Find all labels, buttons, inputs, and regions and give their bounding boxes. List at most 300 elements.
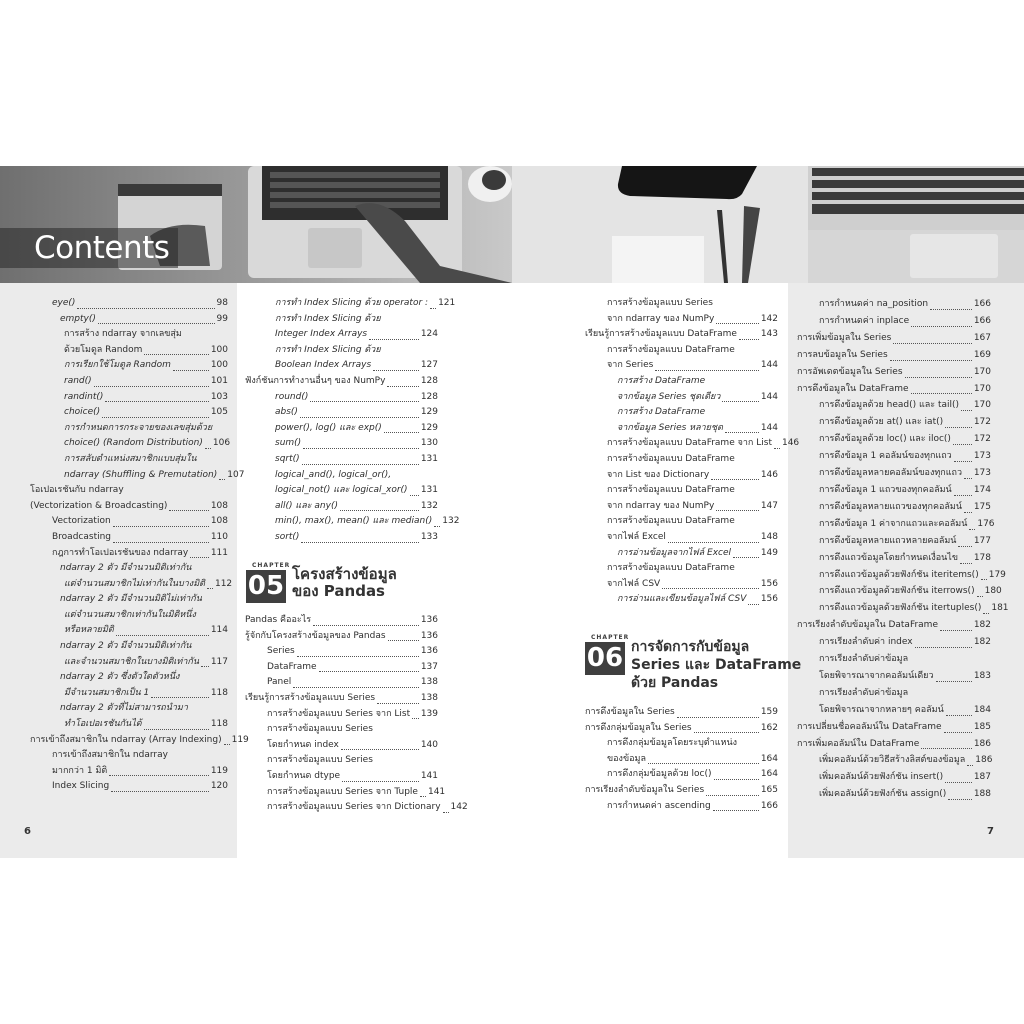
dot-leader — [722, 401, 758, 402]
toc-entry — [30, 374, 228, 390]
toc-entry-page: 107 — [227, 469, 245, 480]
toc-entry — [797, 600, 1009, 617]
toc-entry-title: Vectorization — [52, 516, 111, 527]
toc-column-2-bottom — [245, 613, 468, 816]
toc-entry-page: 121 — [438, 298, 456, 308]
toc-entry-page: 114 — [210, 625, 228, 636]
toc-entry — [30, 530, 228, 546]
toc-entry-page: 159 — [760, 707, 778, 717]
toc-entry-page: 184 — [973, 704, 991, 715]
chapter-title-line3: ด้วย Pandas — [631, 675, 719, 691]
toc-entry — [797, 617, 991, 634]
toc-entry — [245, 436, 438, 452]
toc-entry-page: 166 — [973, 299, 991, 309]
dot-leader — [151, 697, 209, 698]
toc-entry-title: ฟังก์ชันการทำงานอื่นๆ ของ NumPy — [245, 375, 386, 386]
toc-entry-title: การสร้างข้อมูลแบบ Series — [267, 755, 373, 766]
toc-entry — [30, 343, 228, 359]
toc-entry-title: จาก ndarray ของ NumPy — [607, 313, 715, 324]
toc-entry-title: การสร้างข้อมูลแบบ Series — [267, 724, 373, 735]
toc-entry-title: sum() — [275, 438, 302, 449]
toc-entry — [797, 431, 991, 448]
dot-leader — [948, 799, 972, 800]
dot-leader — [412, 718, 419, 719]
toc-entry — [30, 327, 228, 343]
toc-entry-page: 136 — [420, 630, 438, 641]
toc-entry — [245, 514, 460, 530]
dot-leader — [964, 478, 972, 479]
toc-entry-title: logical_not() และ logical_xor() — [275, 485, 408, 496]
toc-entry — [585, 312, 778, 328]
toc-entry — [245, 530, 438, 546]
dot-leader — [420, 796, 426, 797]
toc-entry-page: 110 — [210, 531, 228, 542]
toc-entry — [30, 670, 228, 686]
toc-entry — [797, 448, 991, 465]
toc-entry-title: Boolean Index Arrays — [275, 360, 372, 371]
toc-entry-title: จาก ndarray ของ NumPy — [607, 500, 715, 511]
toc-entry-title: โอเปอเรชันกับ ndarray — [30, 485, 124, 496]
toc-entry-page: 173 — [973, 451, 991, 462]
dot-leader — [655, 370, 758, 371]
toc-entry-page: 164 — [760, 769, 778, 780]
toc-entry — [30, 390, 228, 406]
toc-entry-title: การอ่านและเขียนข้อมูลไฟล์ CSV — [617, 594, 747, 605]
toc-column-1 — [30, 296, 249, 795]
toc-entry — [797, 313, 991, 330]
toc-entry — [585, 705, 778, 721]
dot-leader — [983, 613, 989, 614]
toc-entry — [30, 748, 228, 764]
toc-entry — [30, 561, 228, 577]
toc-entry — [30, 499, 228, 515]
toc-entry — [245, 629, 438, 645]
toc-entry-page: 169 — [973, 349, 991, 360]
toc-entry — [245, 296, 456, 312]
toc-entry — [585, 592, 778, 608]
toc-entry — [797, 296, 991, 313]
dot-leader — [958, 546, 971, 547]
toc-entry — [797, 516, 995, 533]
toc-entry-page: 140 — [420, 739, 438, 750]
dot-leader — [102, 417, 209, 418]
toc-entry — [585, 530, 778, 546]
dot-leader — [716, 510, 759, 511]
toc-entry-title: Integer Index Arrays — [275, 329, 368, 340]
toc-entry — [30, 592, 228, 608]
chapter-title — [631, 638, 801, 692]
toc-entry-page: 173 — [973, 468, 991, 479]
toc-entry-title: การดึงข้อมูล 1 ค่าจากแถวและคอลัมน์ — [819, 518, 968, 529]
toc-entry-title: การสร้างข้อมูลแบบ Series — [607, 298, 713, 308]
toc-entry-title: การสร้าง DataFrame — [617, 375, 706, 386]
dot-leader — [388, 640, 419, 641]
toc-entry-title: ndarray 2 ตัว มีจำนวนมิติเท่ากัน — [60, 563, 192, 574]
dot-leader — [293, 687, 419, 688]
toc-entry-page: 137 — [420, 661, 438, 672]
toc-entry — [797, 381, 991, 398]
toc-entry-page: 131 — [420, 453, 438, 464]
toc-entry-page: 119 — [231, 734, 249, 745]
dot-leader — [111, 791, 209, 792]
toc-entry-page: 128 — [420, 391, 438, 402]
toc-entry-title: การดึงข้อมูลใน DataFrame — [797, 383, 909, 394]
toc-entry-page: 179 — [988, 569, 1006, 580]
toc-entry-title: โดยพิจารณาจากหลายๆ คอลัมน์ — [819, 704, 944, 715]
toc-entry — [245, 452, 438, 468]
toc-entry-page: 133 — [420, 531, 438, 542]
toc-column-2-top — [245, 296, 460, 546]
toc-entry-title: การสร้างข้อมูลแบบ Series จาก List — [267, 708, 411, 719]
toc-entry-page: 147 — [760, 500, 778, 511]
toc-entry-title: การดึงข้อมูลใน Series — [585, 707, 675, 717]
dot-leader — [434, 526, 440, 527]
toc-entry — [585, 374, 778, 390]
dot-leader — [954, 495, 972, 496]
toc-entry — [797, 414, 991, 431]
dot-leader — [387, 386, 418, 387]
toc-entry-page: 148 — [760, 531, 778, 542]
toc-entry-page: 128 — [420, 375, 438, 386]
toc-entry — [30, 577, 233, 593]
dot-leader — [713, 810, 759, 811]
toc-entry — [30, 546, 228, 562]
toc-entry — [245, 722, 438, 738]
toc-entry-title: การเรียงลำดับค่าข้อมูล — [819, 687, 909, 698]
toc-entry — [585, 452, 778, 468]
toc-entry-title: การดึงข้อมูลด้วย loc() และ iloc() — [819, 434, 951, 445]
toc-entry-page: 105 — [210, 407, 228, 418]
toc-entry-title: การสร้างข้อมูลแบบ DataFrame — [607, 563, 735, 574]
toc-entry-title: การสร้างข้อมูลแบบ DataFrame — [607, 453, 735, 464]
chapter-number: 05 — [247, 571, 285, 601]
toc-entry-title: choice() (Random Distribution) — [64, 438, 203, 449]
toc-entry-page: 178 — [973, 552, 991, 563]
toc-entry-title: การเรียงลำดับข้อมูลใน DataFrame — [797, 620, 938, 631]
toc-entry-page: 129 — [420, 422, 438, 433]
toc-entry-title: เรียนรู้การสร้างข้อมูลแบบ Series — [245, 692, 376, 703]
dot-leader — [944, 732, 972, 733]
toc-entry-title: ndarray 2 ตัว มีจำนวนมิติไม่เท่ากัน — [60, 594, 202, 605]
toc-entry-title: การดึงแถวข้อมูลด้วยฟังก์ชัน iteritems() — [819, 569, 979, 580]
toc-entry-page: 108 — [210, 516, 228, 527]
toc-entry-title: การทำ Index Slicing ด้วย — [275, 344, 381, 355]
toc-entry — [797, 465, 991, 482]
toc-entry — [585, 799, 778, 815]
toc-entry — [30, 452, 228, 468]
dot-leader — [169, 510, 208, 511]
dot-leader — [313, 625, 419, 626]
chapter-title-line2: ของ Pandas — [292, 582, 385, 600]
toc-entry-page: 144 — [760, 391, 778, 402]
toc-entry — [585, 343, 778, 359]
toc-entry — [585, 405, 778, 421]
dot-leader — [340, 510, 419, 511]
toc-entry-page: 99 — [216, 313, 228, 324]
toc-entry — [797, 634, 991, 651]
dot-leader — [890, 360, 972, 361]
phone-pens-laptop-photo — [512, 166, 1024, 283]
dot-leader — [113, 542, 209, 543]
toc-entry-page: 172 — [973, 434, 991, 445]
toc-entry-title: การดึงข้อมูลหลายแถวหลายคอลัมน์ — [819, 535, 957, 546]
toc-entry-page: 138 — [420, 677, 438, 688]
dot-leader — [303, 448, 419, 449]
toc-entry-title: การเปลี่ยนชื่อคอลัมน์ใน DataFrame — [797, 721, 942, 732]
toc-column-4 — [797, 296, 1009, 803]
dot-leader — [739, 339, 759, 340]
toc-entry — [797, 786, 991, 803]
dot-leader — [893, 343, 971, 344]
toc-entry-title: Broadcasting — [52, 531, 112, 542]
toc-entry — [30, 639, 228, 655]
toc-entry — [245, 374, 438, 390]
toc-entry-title: การดึงข้อมูลหลายคอลัมน์ของทุกแถว — [819, 468, 963, 479]
toc-entry-title: จากไฟล์ CSV — [607, 578, 661, 589]
toc-entry-title: การดึงกลุ่มข้อมูลด้วย loc() — [607, 769, 712, 780]
toc-entry — [585, 783, 778, 799]
toc-entry-title: ndarray (Shuffling & Premutation) — [64, 469, 218, 480]
toc-entry — [585, 577, 778, 593]
toc-entry-title: การกำหนดค่า ascending — [607, 800, 711, 811]
toc-entry-page: 181 — [991, 603, 1009, 614]
toc-entry-title: abs() — [275, 407, 298, 418]
toc-entry — [30, 608, 228, 624]
toc-entry-page: 156 — [760, 594, 778, 605]
toc-entry-page: 186 — [975, 755, 993, 766]
toc-entry-title: กฎการทำโอเปอเรชันของ ndarray — [52, 547, 189, 558]
dot-leader — [733, 557, 759, 558]
toc-entry-title: เพิ่มคอลัมน์ด้วยฟังก์ชัน insert() — [819, 772, 944, 783]
toc-entry — [797, 347, 991, 364]
toc-entry-title: แต่จำนวนสมาชิกไม่เท่ากันในบางมิติ — [64, 578, 205, 589]
toc-entry-page: 156 — [760, 578, 778, 589]
toc-entry-title: การเข้าถึงสมาชิกใน ndarray — [52, 750, 168, 761]
toc-entry — [797, 719, 991, 736]
toc-entry — [245, 405, 438, 421]
toc-entry-page: 100 — [210, 344, 228, 355]
toc-entry-title: การสลับตำแหน่งสมาชิกแบบสุ่มใน — [64, 453, 197, 464]
dot-leader — [969, 529, 975, 530]
dot-leader — [668, 542, 759, 543]
toc-entry-page: 167 — [973, 332, 991, 343]
dot-leader — [954, 461, 972, 462]
toc-entry-title: ndarray 2 ตัว ซึ่งตัวใดตัวหนึ่ง — [60, 672, 180, 683]
toc-entry-title: choice() — [64, 407, 101, 418]
toc-entry — [245, 327, 438, 343]
dot-leader — [677, 717, 759, 718]
toc-entry — [797, 668, 991, 685]
toc-entry — [30, 468, 245, 484]
toc-entry-page: 131 — [420, 485, 438, 496]
toc-entry-page: 177 — [973, 535, 991, 546]
toc-entry-title: Series — [267, 646, 295, 657]
toc-entry — [585, 436, 800, 452]
toc-entry-page: 98 — [216, 298, 228, 308]
toc-entry — [30, 686, 228, 702]
dot-leader — [960, 563, 972, 564]
toc-entry-title: การดึงแถวข้อมูลด้วยฟังก์ชัน itertuples() — [819, 603, 982, 614]
dot-leader — [342, 781, 419, 782]
toc-entry-page: 180 — [984, 586, 1002, 597]
toc-entry-page: 144 — [760, 360, 778, 371]
dot-leader — [373, 370, 419, 371]
dot-leader — [748, 604, 758, 605]
toc-entry — [30, 296, 228, 312]
toc-entry-page: 132 — [442, 516, 460, 527]
toc-entry-title: rand() — [64, 375, 92, 386]
dot-leader — [144, 729, 209, 730]
toc-entry-title: eye() — [52, 298, 76, 308]
toc-entry — [797, 499, 991, 516]
toc-entry — [585, 499, 778, 515]
toc-entry-title: logical_and(), logical_or(), — [275, 469, 392, 480]
toc-entry-title: โดยพิจารณาจากคอลัมน์เดียว — [819, 670, 934, 681]
toc-entry — [245, 660, 438, 676]
toc-entry-page: 127 — [420, 360, 438, 371]
toc-entry-title: การลบข้อมูลใน Series — [797, 349, 888, 360]
toc-entry-page: 138 — [420, 692, 438, 703]
toc-entry-title: การดึงข้อมูลหลายแถวของทุกคอลัมน์ — [819, 501, 963, 512]
toc-entry-title: รู้จักกับโครงสร้างข้อมูลของ Pandas — [245, 630, 386, 641]
chapter-title-line1: โครงสร้างข้อมูล — [292, 565, 397, 583]
toc-entry-title: การดึงกลุ่มข้อมูลโดยระบุตำแหน่ง — [607, 738, 737, 749]
toc-entry — [245, 358, 438, 374]
dot-leader — [297, 656, 419, 657]
toc-entry — [245, 421, 438, 437]
chapter-06-heading — [585, 634, 802, 696]
toc-entry-title: ndarray 2 ตัว มีจำนวนมิติเท่ากัน — [60, 641, 192, 652]
toc-entry-page: 142 — [450, 802, 468, 813]
toc-entry — [30, 733, 249, 749]
toc-entry — [585, 390, 778, 406]
toc-entry-title: จาก List ของ Dictionary — [607, 469, 710, 480]
dot-leader — [341, 749, 419, 750]
toc-entry — [585, 468, 778, 484]
toc-entry-title: การเข้าถึงสมาชิกใน ndarray (Array Indexing) — [30, 734, 222, 745]
dot-leader — [774, 448, 780, 449]
toc-entry-title: การสร้างข้อมูลแบบ DataFrame — [607, 485, 735, 496]
dot-leader — [173, 370, 209, 371]
toc-entry-page: 170 — [973, 383, 991, 394]
toc-entry — [30, 717, 228, 733]
dot-leader — [648, 763, 759, 764]
toc-entry-page: 176 — [977, 518, 995, 529]
dot-leader — [300, 417, 419, 418]
dot-leader — [77, 308, 214, 309]
chapter-label: CHAPTER — [591, 634, 630, 641]
toc-entry-title: การดึงแถวข้อมูลโดยกำหนดเงื่อนไข — [819, 552, 958, 563]
toc-entry-title: sqrt() — [275, 453, 300, 464]
toc-entry — [245, 800, 468, 816]
toc-entry — [30, 514, 228, 530]
toc-entry-title: ด้วยโมดูล Random — [64, 344, 143, 355]
dot-leader — [190, 557, 209, 558]
toc-entry-page: 106 — [212, 438, 231, 449]
toc-entry-page: 170 — [973, 366, 991, 377]
toc-entry — [797, 736, 991, 753]
toc-entry-title: DataFrame — [267, 661, 317, 672]
toc-entry — [585, 767, 778, 783]
toc-entry-page: 118 — [210, 719, 228, 730]
toc-entry — [30, 405, 228, 421]
dot-leader — [662, 588, 759, 589]
toc-entry-page: 141 — [420, 770, 438, 781]
dot-leader — [936, 681, 972, 682]
toc-entry — [585, 546, 778, 562]
toc-column-3-top — [585, 296, 800, 608]
toc-entry — [797, 651, 991, 668]
toc-entry-page: 185 — [973, 721, 991, 732]
toc-entry-page: 174 — [973, 484, 991, 495]
toc-entry-title: การสร้างข้อมูลแบบ Series จาก Dictionary — [267, 802, 441, 813]
toc-entry-page: 112 — [214, 578, 233, 589]
dot-leader — [706, 795, 759, 796]
dot-leader — [369, 339, 419, 340]
toc-entry-title: แต่จำนวนสมาชิกเท่ากันในมิติหนึ่ง — [64, 609, 196, 620]
dot-leader — [953, 444, 972, 445]
dot-leader — [911, 326, 972, 327]
chapter-number: 06 — [586, 643, 624, 673]
dot-leader — [714, 779, 759, 780]
dot-leader — [981, 579, 987, 580]
toc-entry-page: 182 — [973, 637, 991, 648]
toc-entry-page: 186 — [973, 738, 991, 749]
dot-leader — [144, 354, 208, 355]
toc-entry-page: 141 — [427, 786, 446, 797]
toc-entry — [245, 499, 438, 515]
toc-entry — [585, 752, 778, 768]
toc-entry-title: การเรียงลำดับข้อมูลใน Series — [585, 784, 705, 795]
toc-entry-title: เพิ่มคอลัมน์ด้วยฟังก์ชัน assign() — [819, 789, 947, 800]
dot-leader — [201, 666, 209, 667]
toc-entry-page: 183 — [973, 670, 991, 681]
toc-entry — [30, 764, 228, 780]
toc-entry-page: 188 — [973, 789, 991, 800]
dot-leader — [443, 812, 449, 813]
toc-entry-title: ndarray 2 ตัวที่ไม่สามารถนำมา — [60, 703, 188, 714]
toc-entry — [585, 421, 778, 437]
dot-leader — [302, 464, 419, 465]
dot-leader — [967, 765, 973, 766]
chapter-title-line1: การจัดการกับข้อมูล — [631, 639, 750, 655]
dot-leader — [384, 432, 419, 433]
toc-entry-title: เรียนรู้การสร้างข้อมูลแบบ DataFrame — [585, 329, 737, 340]
toc-entry-title: การเพิ่มคอลัมน์ใน DataFrame — [797, 738, 920, 749]
toc-entry — [245, 613, 438, 629]
chapter-title — [292, 566, 397, 600]
dot-leader — [310, 401, 418, 402]
toc-entry-title: การสร้างข้อมูลแบบ Series จาก Tuple — [267, 786, 418, 797]
chapter-title-line2: Series และ DataFrame — [631, 657, 802, 673]
toc-entry — [245, 675, 438, 691]
toc-entry — [30, 701, 228, 717]
toc-entry — [797, 364, 991, 381]
toc-entry — [585, 736, 778, 752]
toc-entry-page: 146 — [781, 438, 800, 449]
toc-entry-page: 117 — [210, 656, 228, 667]
toc-entry-title: (Vectorization & Broadcasting) — [30, 500, 168, 511]
toc-entry-page: 149 — [760, 547, 778, 558]
toc-entry-title: power(), log() และ exp() — [275, 422, 382, 433]
toc-entry — [585, 561, 778, 577]
toc-entry-page: 143 — [760, 329, 778, 340]
toc-entry — [245, 390, 438, 406]
toc-entry — [30, 655, 228, 671]
header-photo-left — [0, 166, 512, 283]
toc-entry-title: การทำ Index Slicing ด้วย operator : — [275, 298, 429, 308]
toc-entry — [245, 483, 438, 499]
